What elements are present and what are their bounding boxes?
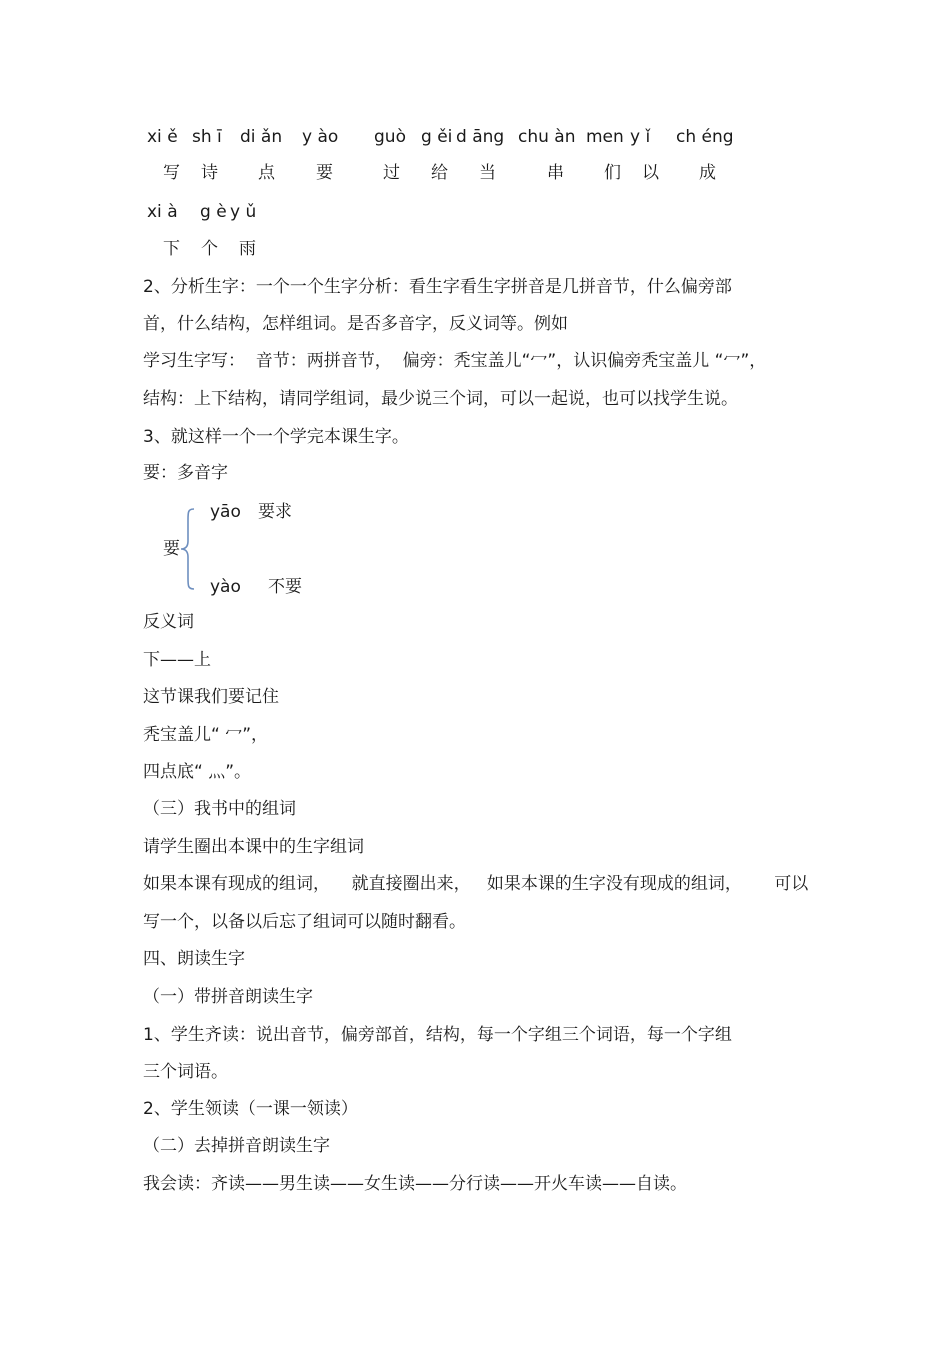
reading-pinyin: yào [210, 577, 241, 597]
text-line: 请学生圈出本课中的生字组词 [143, 837, 364, 857]
text-line: 3、就这样一个一个学完本课生字。 [143, 427, 409, 447]
hanzi: 要 [316, 163, 333, 183]
hanzi: 诗 [201, 163, 218, 183]
hanzi: 串 [547, 163, 564, 183]
pinyin: y ào [302, 127, 339, 147]
hanzi: 给 [431, 163, 448, 183]
reading-pinyin: yāo [210, 502, 241, 522]
pinyin: d āng [456, 127, 505, 147]
reading-word: 不要 [268, 577, 302, 597]
section-heading: 四、朗读生字 [143, 949, 245, 969]
text-line: 秃宝盖儿“ 冖”， [143, 725, 269, 745]
pinyin: g è [200, 202, 227, 222]
pinyin: xi à [147, 202, 178, 222]
text-line: 反义词 [143, 612, 194, 632]
hanzi: 当 [479, 163, 496, 183]
pinyin: y ǐ [630, 127, 651, 147]
text-line: 如果本课有现成的组词， 就直接圈出来， 如果本课的生字没有现成的组词， 可以 [143, 874, 809, 894]
text-line: 这节课我们要记住 [143, 687, 279, 707]
hanzi: 雨 [239, 239, 256, 259]
pinyin: men [586, 127, 624, 147]
hanzi: 以 [642, 163, 659, 183]
text-line: 2、学生领读（一课一领读） [143, 1099, 358, 1119]
polyphone-char: 要 [163, 539, 180, 559]
text-line: 四点底“ 灬”。 [143, 762, 252, 782]
hanzi: 们 [604, 163, 621, 183]
pinyin: y ǔ [230, 202, 257, 222]
section-heading: （一）带拼音朗读生字 [143, 987, 313, 1007]
text-line: 下——上 [143, 650, 211, 670]
reading-word: 要求 [258, 502, 292, 522]
pinyin: xi ě [147, 127, 178, 147]
text-line: 我会读：齐读——男生读——女生读——分行读——开火车读——自读。 [143, 1174, 687, 1194]
text-line: 学习生字写： 音节：两拼音节， 偏旁：秃宝盖儿“冖”，认识偏旁秃宝盖儿 “冖”， [143, 351, 767, 371]
pinyin: sh ī [192, 127, 222, 147]
pinyin: guò [374, 127, 406, 147]
text-line: 1、学生齐读：说出音节，偏旁部首，结构，每一个字组三个词语，每一个字组 [143, 1025, 732, 1045]
hanzi: 写 [163, 163, 180, 183]
pinyin: ch éng [676, 127, 734, 147]
text-line: 三个词语。 [143, 1062, 228, 1082]
pinyin: g ěi [421, 127, 453, 147]
pinyin: di ǎn [240, 127, 283, 147]
curly-brace-icon [180, 508, 196, 590]
section-heading: （三）我书中的组词 [143, 799, 296, 819]
hanzi: 个 [201, 239, 218, 259]
hanzi: 成 [699, 163, 716, 183]
text-line: 写一个，以备以后忘了组词可以随时翻看。 [143, 912, 466, 932]
hanzi: 下 [163, 239, 180, 259]
text-line: 2、分析生字：一个一个生字分析：看生字看生字拼音是几拼音节，什么偏旁部 [143, 277, 732, 297]
text-line: 首，什么结构，怎样组词。是否多音字，反义词等。例如 [143, 314, 568, 334]
hanzi: 过 [383, 163, 400, 183]
pinyin: chu àn [518, 127, 576, 147]
section-heading: （二）去掉拼音朗读生字 [143, 1136, 330, 1156]
text-line: 要：多音字 [143, 463, 228, 483]
text-line: 结构：上下结构，请同学组词，最少说三个词，可以一起说，也可以找学生说。 [143, 389, 738, 409]
hanzi: 点 [258, 163, 275, 183]
